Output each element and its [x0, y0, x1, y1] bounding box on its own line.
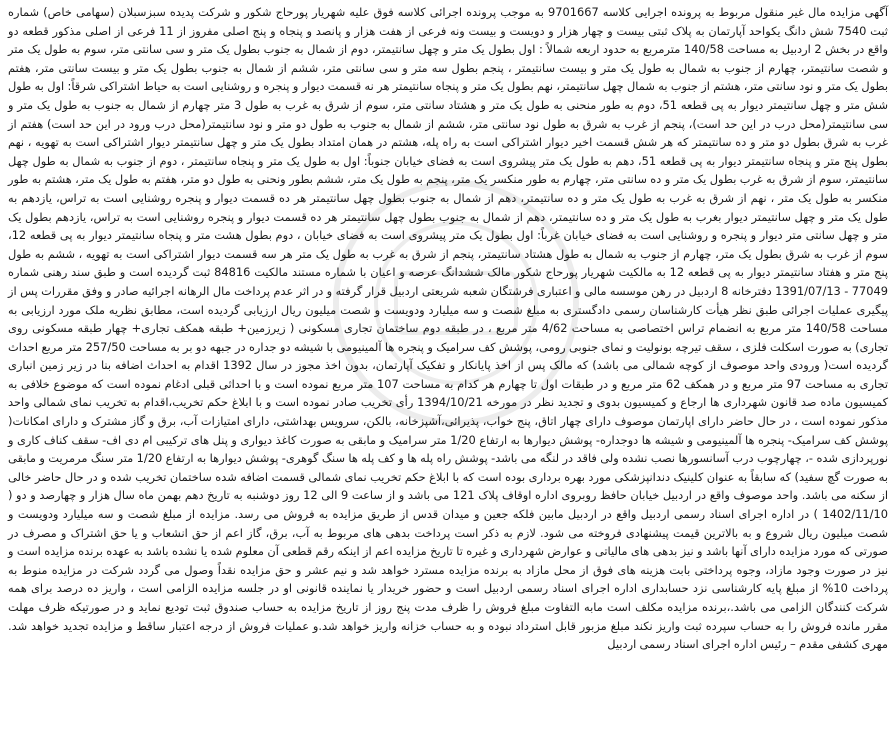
- document-page: [6, 3, 890, 728]
- auction-notice-text: آگهی مزایده مال غیر منقول مربوط به پرونده اجرایی کلاسه 9701667 به موجب پرونده اجرائی کلاسه فوق علیه شهریار پورحاج شکور و شرکت پدیده سبزسبلان (سهامی خاص) شماره ثبت 7540 شش دانگ یکواحد آپارتمان به پلاک ثبتی بیست و چهار هزار و دویست و بیست ونه فرعی از هفت هزار و پانصد و پنجاه و پنج اصلی مفروز از 11 فرعی از اصلی مذکور قطعه دو واقع در بخش 2 اردبیل به مساحت 140/58 مترمربع به حدود اربعه شمالاً : اول بطول یک متر و چهل سانتیمتر، دوم از شمال به جنوب بطول یک متر و سی سانتی متر، سوم به طول یک متر و شصت سانتیمتر، چهارم از جنوب به شمال به طول یک متر و بیست سانتیمتر ، پنجم بطول سه متر و سی سانتی متر، ششم از شمال به جنوب بطول یک متر و بیست سانتی متر، هفتم بطول یک متر و نود سانتی متر، هشتم از جنوب به شمال چهل سانتیمتر، نهم بطول یک متر و پنجاه سانتیمتر هر نه قسمت دیوار و پنجره و روشنایی است به حیاط اشتراکی شرقاً: اول به طول شش متر و چهل سانتیمتر دیوار به پی قطعه 51، دوم به طور منحنی به طول یک متر و هشتاد سانتی متر، سوم از شرق به غرب به طول 3 متر چهارم از شمال به جنوب به طول یک متر و سی سانتیمتر(محل درب در این حد است)، پنجم از غرب به شرق به طول نود سانتی متر، ششم از شمال به جنوب به طول دو متر و نود سانتیمتر(محل درب ورود در این حد است) هفتم از غرب به شرق بطول دو متر و ده سانتیمتر که هر شش قسمت اخیر دیوار اشتراکی است به راه پله، هشتم در همان امتداد بطول یک متر و چهل سانتیمتر دیوار اشتراکی است به تهویه ، نهم بطول پنج متر و پنجاه سانتیمتر دیوار به پی قطعه 51، دهم به طول یک متر پیشروی است به فضای خیابان جنوباً: اول به طول یک متر و پنجاه سانتیمتر ، دوم از جنوب به شمال به طول چهل سانتیمتر، سوم از شرق به غرب بطول یک متر و ده سانتی متر، چهارم به طور منکسر یک متر، پنجم به طول یک متر، ششم بطور ونحنی به طول دو متر، هفتم به طول یک متر، هشتم به طور منکسر به طول یک متر ، نهم از شرق به غرب به طول یک متر و ده سانتیمتر، دهم از شمال به جنوب بطول چهل سانتیمتر هر ده قسمت دیوار و پنجره روشنایی است به تراس، یازدهم به طول یک متر و چهل سانتیمتر دیوار بغرب به طول یک متر و ده سانتیمتر، دهم از شمال به جنوب بطول چهل سانتیمتر هر ده قسمت دیوار و پنجره روشنایی است به تراس، یازدهم بطول یک متر و چهل سانتی متر دیوار و پنجره و روشنایی است به فضای خیابان غرباً: اول بطول یک متر پیشروی است به فضای خیابان ، دوم بطول هشت متر و پنجاه سانتیمتر دیوار به پی قطعه 12، سوم از غرب به شرق بطول یک متر، چهارم از جنوب به شمال به طول هشتاد سانتیمتر، پنجم از شرق به غرب به طول یک متر هر سه قسمت دیوار اشتراکی است به تهویه ، ششم به طول پنج متر و هفتاد سانتیمتر دیوار به پی قطعه 12 به مالکیت شهریار پورحاج شکور مالک ششدانگ عرصه و اعیان با شماره مستند مالکیت 84816 ثبت گردیده است و طبق سند رهنی شماره 77049 - 1391/07/13 دفترخانه 8 اردبیل در رهن موسسه مالی و اعتباری فرشتگان شعبه شریعتی اردبیل قرار گرفته و در اثر عدم پرداخت مال الرهانه اجرائیه صادر و وفق مقررات پس از پیگیری عملیات اجرائی طبق نظر هیأت کارشناسان رسمی دادگستری به مبلغ شصت و سه میلیارد ودویست و شصت میلیون ریال ارزیابی گردیده است، مطابق نظریه ملک مورد ارزیابی به مساحت 140/58 متر مربع به انضمام تراس اختصاصی به مساحت 4/62 متر مربع ، در طبقه دوم ساختمان تجاری مسکونی ( زیرزمین+ طبقه همکف تجاری+ چهار طبقه مسکونی روی تجاری) به صورت اسکلت فلزی ، سقف تیرچه بونولیت و نمای جنوبی رومی، پوشش کف سرامیک و پنجره ها آلمینیومی با شیشه دو جداره در جبهه دو بر به مساحت 257/50 متر مربع احداث گردیده است( ورودی واحد موصوف از کوچه شمالی می باشد) که مالک پس از اخذ پایانکار و تفکیک آپارتمان، بدون اخذ مجوز در سال 1392 اقدام به احداث اضافه بنا در زیر زمین انباری تجاری به مساحت 97 متر مربع و در همکف 62 متر مربع و در طبقات اول تا چهارم هر کدام به مساحت 107 متر مربع نموده است و با احداثی قبلی ادغام نموده است که موضوع خلافی به کمیسیون ماده صد قانون شهرداری ها ارجاع و کمیسیون بدوی و تجدید نظر در مورخه 1394/10/21 رأی تخریب صادر نموده است و با ابلاغ حکم تخریب،اقدام به تخریب نمای شمالی واحد مذکور نموده است ، در حال حاضر دارای اپارتمان موصوف دارای چهار اتاق، پنج خواب، پذیرائی،آشپزخانه، بالکن، سرویس بهداشتی، دارای امتیازات آب، برق و گاز مشترک و دارای امکانات( پوشش کف سرامیک- پنجره ها آلمینیومی و شیشه ها دوجداره- پوشش دیوارها به ارتفاع 1/20 متر سرامیک و مابقی به صورت کاغذ دیواری و پنل های ترکیبی ام دی اف- سقف کناف کاری و نورپردازی شده -، چهارچوب درب آسانسورها نصب نشده ولی فاقد در لنگه می باشد- پوشش راه پله ها و کف پله ها سنگ گوهری- پوشش دیوارها به ارتفاع 1/20 متر سنگ مرمریت و مابقی به صورت گچ سفید) که سابقاً به عنوان کلینیک دندانپزشکی مورد بهره برداری بوده است که با ابلاغ حکم تخریب نمای شمالی قسمت اضافه شده ساختمان تخریب شده و در حال حاضر خالی از سکنه می باشد. واحد موصوف واقع در اردبیل خیابان حافظ روبروی اداره اوقاف پلاک 121 می باشد و از ساعت 9 الی 12 روز دوشنبه به تاریخ دهم بهمن ماه سال هزار و چهارصد و دو ( 1402/11/10 ) در اداره اجرای اسناد رسمی اردبیل واقع در اردبیل مابین فلکه جعین و میدان قدس از طریق مزایده به فروش می رسد. مزایده از مبلغ شصت و سه میلیارد ودویست و شصت میلیون ریال شروع و به بالاترین قیمت پیشنهادی فروخته می شود. لازم به ذکر است پرداخت بدهی های مربوط به آب، برق، گاز اعم از حق انشعاب و یا حق اشتراک و مصرف در صورتی که مورد مزایده دارای آنها باشد و نیز بدهی های مالیاتی و عوارض شهرداری و غیره تا تاریخ مزایده اعم از اینکه رقم قطعی آن معلوم شده یا نشده باشد به عهده برنده مزایده است و نیز در صورت وجود مازاد، وجوه پرداختی بابت هزینه های فوق از محل مازاد به برنده مزایده مسترد خواهد شد و نیم عشر و حق مزایده نقداً وصول می گردد شرکت در مزایده منوط به پرداخت 10% از مبلغ پایه کارشناسی نزد حسابداری اداره اجرای اسناد رسمی اردبیل است و حضور خریدار یا نماینده قانونی او در جلسه مزایده الزامی است ، واریز ده درصد برای همه شرکت کنندگان الزامی می باشد.،برنده مزایده مکلف است مابه التفاوت مبلغ فروش را ظرف مدت پنج روز از تاریخ مزایده به حساب صندوق ثبت تودیع نماید و در صورتیکه ظرف مهلت مقرر مانده فروش را به حساب سپرده ثبت واریز نکند مبلغ مزبور قابل استرداد نبوده و به حساب خزانه واریز خواهد شد.و عملیات فروش از درجه اعتبار ساقط و مزایده تجدید خواهد شد. مهری کشفی مقدم – رئیس اداره اجرای اسناد رسمی اردبیل: [8, 5, 889, 652]
